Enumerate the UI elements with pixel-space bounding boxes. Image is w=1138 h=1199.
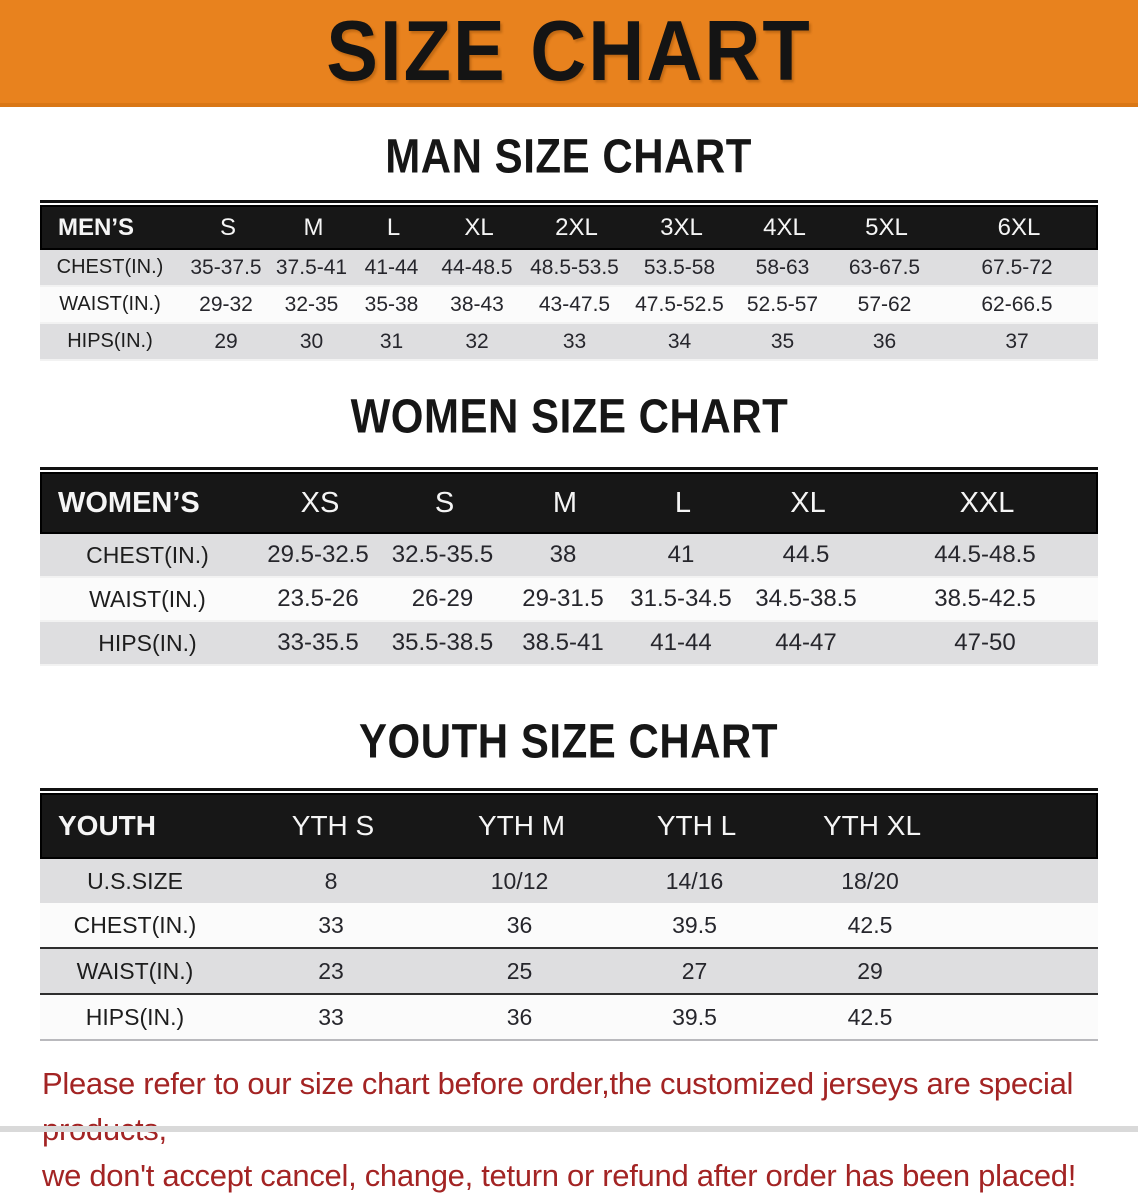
size-value-cell: 34.5-38.5 — [755, 585, 857, 612]
women-size-col-header: XS — [300, 486, 340, 519]
disclaimer-line-2: we don't accept cancel, change, teturn or refund after order has been placed! — [42, 1158, 1077, 1193]
row-label: WAIST(IN.) — [89, 585, 206, 612]
row-label: HIPS(IN.) — [98, 629, 197, 656]
size-value-cell: 25 — [506, 957, 533, 984]
size-value-cell: 44.5-48.5 — [934, 541, 1036, 568]
size-value-cell: 36 — [506, 911, 533, 938]
size-value-cell: 8 — [324, 867, 338, 894]
size-value-cell: 35.5-38.5 — [391, 629, 494, 656]
size-value-cell: 38.5-42.5 — [934, 585, 1036, 612]
size-value-cell: 29 — [857, 957, 883, 984]
women-size-table — [40, 467, 1098, 666]
size-value-cell: 29 — [214, 329, 238, 353]
size-value-cell: 29-32 — [199, 292, 253, 316]
size-value-cell: 34 — [667, 329, 692, 353]
size-value-cell: 39.5 — [672, 911, 717, 938]
size-value-cell: 23.5-26 — [277, 585, 359, 612]
women-size-col-header: M — [552, 486, 578, 519]
size-value-cell: 44.5 — [782, 541, 830, 568]
banner-title: SIZE CHART — [326, 3, 812, 100]
row-label: HIPS(IN.) — [85, 1003, 185, 1030]
size-value-cell: 33-35.5 — [277, 629, 359, 656]
size-value-cell: 29.5-32.5 — [267, 541, 369, 568]
size-value-cell: 14/16 — [665, 867, 724, 894]
size-value-cell: 31.5-34.5 — [630, 585, 732, 612]
row-label: HIPS(IN.) — [67, 330, 153, 352]
size-value-cell: 38.5-41 — [522, 629, 604, 656]
youth-hips-row — [40, 993, 1098, 1039]
size-value-cell: 33 — [318, 1003, 344, 1030]
man-section-heading: MAN SIZE CHART — [385, 130, 753, 184]
size-value-cell: 33 — [318, 911, 344, 938]
size-value-cell: 23 — [318, 957, 344, 984]
bottom-edge-strip — [0, 1126, 1138, 1132]
youth-ussize-row — [40, 859, 1098, 903]
size-value-cell: 30 — [299, 329, 324, 353]
women-size-col-header: S — [434, 486, 455, 519]
size-value-cell: 36 — [506, 1003, 533, 1030]
size-value-cell: 47.5-52.5 — [635, 292, 724, 316]
size-value-cell: 36 — [872, 329, 897, 353]
youth-size-table — [40, 788, 1098, 1041]
women-hips-row — [40, 622, 1098, 666]
size-value-cell: 47-50 — [954, 629, 1016, 656]
row-label: WAIST(IN.) — [59, 293, 161, 315]
size-value-cell: 33 — [562, 329, 587, 353]
row-label: CHEST(IN.) — [86, 541, 209, 568]
men-size-col-header: S — [219, 213, 236, 241]
women-size-col-header: L — [674, 486, 692, 519]
size-value-cell: 41 — [667, 541, 695, 568]
men-size-col-header: M — [303, 213, 324, 241]
size-value-cell: 41-44 — [650, 629, 712, 656]
youth-size-col-header: YTH L — [656, 810, 737, 841]
size-value-cell: 44-48.5 — [441, 255, 513, 279]
size-value-cell: 42.5 — [847, 1003, 893, 1030]
row-label: WAIST(IN.) — [76, 957, 194, 984]
size-value-cell: 29-31.5 — [522, 585, 604, 612]
disclaimer-line-1: Please refer to our size chart before order,the customized jerseys are special — [42, 1066, 1074, 1101]
men-hips-row — [40, 324, 1098, 361]
size-value-cell: 35-37.5 — [190, 255, 262, 279]
row-label: CHEST(IN.) — [56, 256, 164, 278]
women-table-header-row — [40, 472, 1098, 534]
size-value-cell: 32.5-35.5 — [391, 541, 494, 568]
size-value-cell: 63-67.5 — [848, 255, 921, 279]
women-waist-row — [40, 578, 1098, 622]
size-value-cell: 31 — [379, 329, 404, 353]
size-value-cell: 35 — [770, 329, 795, 353]
men-chest-row — [40, 250, 1098, 287]
youth-waist-row — [40, 947, 1098, 993]
men-waist-row — [40, 287, 1098, 324]
women-size-col-header: XXL — [959, 486, 1015, 519]
women-size-col-header: XL — [790, 486, 826, 519]
size-value-cell: 52.5-57 — [746, 292, 819, 316]
size-value-cell: 27 — [681, 957, 708, 984]
women-section-heading: WOMEN SIZE CHART — [350, 390, 788, 444]
men-size-col-header: 3XL — [660, 213, 703, 241]
banner — [0, 0, 1138, 107]
row-label: CHEST(IN.) — [73, 911, 197, 938]
size-value-cell: 32-35 — [284, 292, 339, 316]
size-value-cell: 43-47.5 — [538, 292, 611, 316]
youth-size-col-header: YTH S — [291, 810, 375, 841]
size-value-cell: 53.5-58 — [643, 255, 716, 279]
women-chest-row — [40, 534, 1098, 578]
youth-chest-row — [40, 903, 1098, 947]
size-value-cell: 67.5-72 — [981, 255, 1053, 279]
size-value-cell: 37.5-41 — [275, 255, 348, 279]
size-value-cell: 39.5 — [672, 1003, 717, 1030]
size-value-cell: 35-38 — [364, 292, 419, 316]
size-value-cell: 38-43 — [450, 292, 504, 316]
size-value-cell: 41-44 — [364, 255, 419, 279]
size-value-cell: 26-29 — [411, 585, 474, 612]
size-value-cell: 57-62 — [857, 292, 912, 316]
size-value-cell: 62-66.5 — [981, 292, 1053, 316]
row-label: U.S.SIZE — [87, 867, 183, 894]
youth-size-col-header: YTH XL — [822, 810, 922, 841]
size-value-cell: 42.5 — [847, 911, 893, 938]
men-table-corner-label: MEN’S — [58, 213, 135, 241]
youth-table-header-row — [40, 793, 1098, 859]
youth-table-corner-label: YOUTH — [58, 810, 156, 841]
men-size-col-header: L — [386, 213, 401, 241]
men-size-col-header: 6XL — [997, 213, 1041, 241]
women-table-corner-label: WOMEN’S — [58, 486, 200, 519]
size-value-cell: 37 — [1005, 329, 1029, 353]
size-value-cell: 32 — [465, 329, 489, 353]
size-value-cell: 10/12 — [490, 867, 549, 894]
men-table-header-row — [40, 205, 1098, 250]
men-size-table — [40, 200, 1098, 361]
youth-section-heading: YOUTH SIZE CHART — [359, 715, 779, 769]
size-value-cell: 48.5-53.5 — [530, 255, 619, 279]
size-value-cell: 38 — [549, 541, 577, 568]
size-value-cell: 18/20 — [841, 867, 899, 894]
youth-size-col-header: YTH M — [477, 810, 566, 841]
size-value-cell: 44-47 — [775, 629, 837, 656]
size-value-cell: 58-63 — [755, 255, 810, 279]
men-size-col-header: 4XL — [763, 213, 806, 241]
men-size-col-header: 5XL — [865, 213, 908, 241]
men-size-col-header: 2XL — [555, 213, 598, 241]
men-size-col-header: XL — [464, 213, 494, 241]
